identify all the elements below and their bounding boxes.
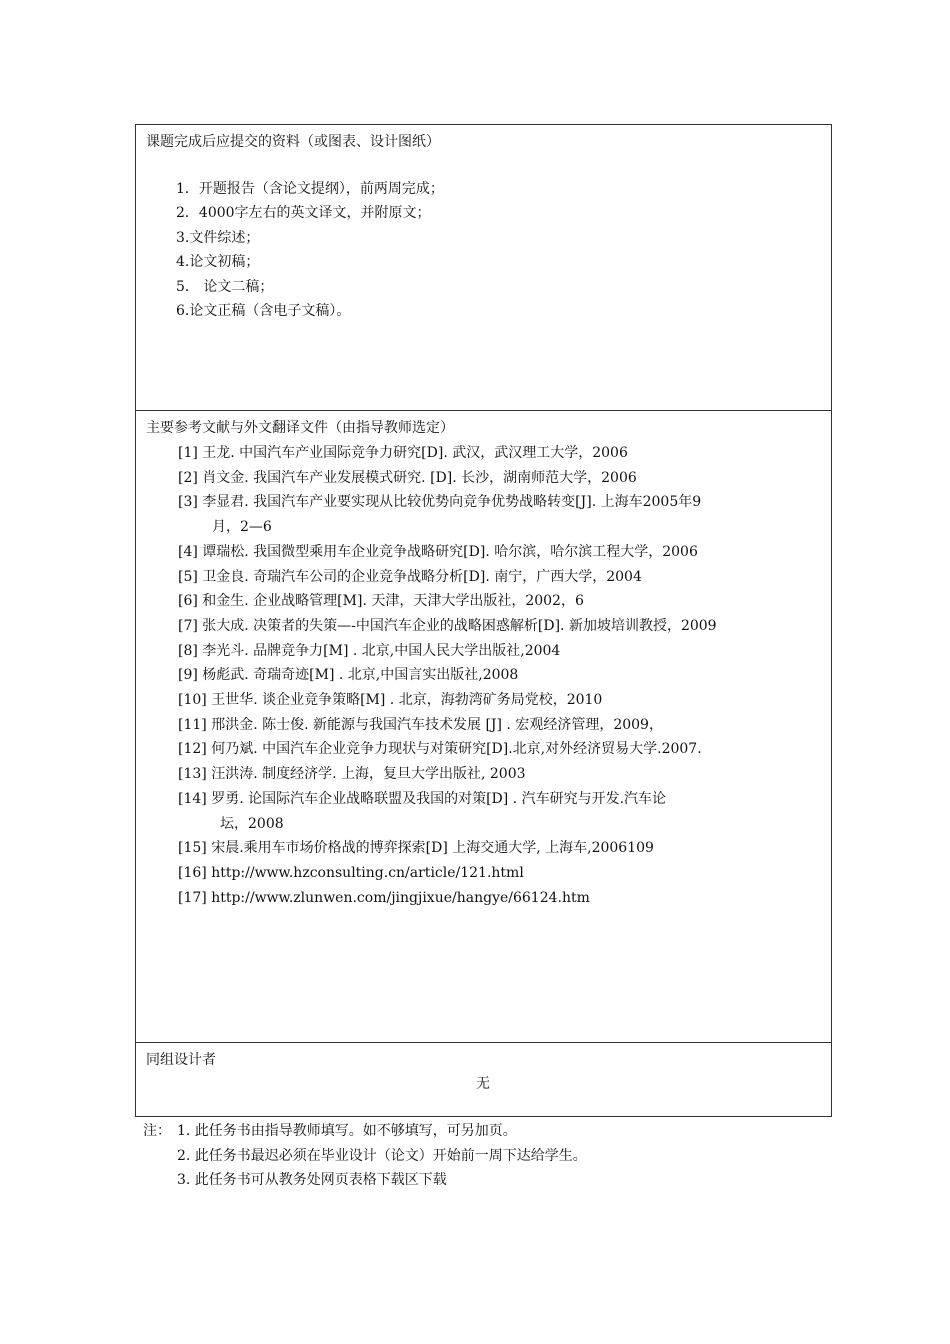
notes-list [143, 1119, 587, 1193]
group-designers-value: 无 [476, 1076, 490, 1092]
reference-item: [16] http://www.hzconsulting.cn/article/121.html [178, 864, 524, 881]
references-section [136, 411, 831, 1043]
reference-item: [15] 宋晨.乘用车市场价格战的博弈探索[D] 上海交通大学, 上海车,2006109 [178, 840, 654, 857]
deliverables-section [136, 125, 831, 411]
reference-item-continuation [178, 515, 717, 540]
deliverable-item: 5． 论文二稿； [176, 278, 274, 295]
note-text: 1. 此任务书由指导教师填写。如不够填写，可另加页。 [177, 1123, 517, 1139]
reference-item: [8] 李光斗. 品牌竞争力[M] . 北京,中国人民大学出版社,2004 [178, 642, 561, 659]
references-list [178, 441, 717, 910]
note-item [143, 1144, 587, 1169]
group-designers-section [136, 1043, 831, 1116]
reference-continuation-text: 月，2—6 [212, 519, 272, 536]
notes-prefix: 注： [143, 1123, 171, 1139]
deliverable-item: 2．4000字左右的英文译文，并附原文； [176, 205, 431, 222]
reference-item: [2] 肖文金. 我国汽车产业发展模式研究. [D]. 长沙，湖南师范大学，2006 [178, 469, 637, 486]
reference-item: [3] 李显君. 我国汽车产业要实现从比较优势向竞争优势战略转变[J]. 上海车2005年9 [178, 494, 702, 511]
deliverable-item: 3.文件综述； [176, 229, 260, 246]
reference-item: [4] 谭瑞松. 我国微型乘用车企业竞争战略研究[D]. 哈尔滨，哈尔滨工程大学，2006 [178, 543, 698, 560]
reference-continuation-text: 坛，2008 [220, 815, 284, 832]
reference-item-continuation [178, 812, 717, 837]
deliverable-item: 4.论文初稿； [176, 254, 260, 271]
reference-item: [14] 罗勇. 论国际汽车企业战略联盟及我国的对策[D] . 汽车研究与开发.汽车论 [178, 790, 667, 807]
note-item [143, 1119, 587, 1144]
references-title: 主要参考文献与外文翻译文件（由指导教师选定） [146, 420, 454, 436]
deliverables-title: 课题完成后应提交的资料（或图表、设计图纸） [146, 134, 440, 150]
reference-item: [11] 邢洪金. 陈士俊. 新能源与我国汽车技术发展 [J] . 宏观经济管理，2009， [178, 716, 663, 733]
note-text: 2. 此任务书最迟必须在毕业设计（论文）开始前一周下达给学生。 [177, 1147, 587, 1164]
assignment-form-table [135, 124, 832, 1117]
reference-item: [9] 杨彪武. 奇瑞奇迹[M] . 北京,中国言实出版社,2008 [178, 667, 519, 684]
reference-item: [10] 王世华. 谈企业竞争策略[M] . 北京，海勃湾矿务局党校，2010 [178, 692, 603, 709]
note-text: 3. 此任务书可从教务处网页表格下载区下载 [177, 1172, 447, 1188]
reference-item: [12] 何乃斌. 中国汽车企业竞争力现状与对策研究[D].北京,对外经济贸易大学.2007. [178, 741, 702, 758]
deliverable-item: 6.论文正稿（含电子文稿）。 [176, 302, 351, 319]
deliverables-list [176, 177, 444, 323]
reference-item: [17] http://www.zlunwen.com/jingjixue/hangye/66124.htm [178, 889, 590, 906]
reference-item: [13] 汪洪涛. 制度经济学. 上海，复旦大学出版社, 2003 [178, 766, 526, 783]
note-item [143, 1168, 587, 1193]
group-designers-title: 同组设计者 [146, 1052, 216, 1068]
reference-item: [6] 和金生. 企业战略管理[M]. 天津，天津大学出版社，2002，6 [178, 593, 584, 610]
reference-item: [7] 张大成. 决策者的失策—-中国汽车企业的战略困惑解析[D]. 新加坡培训教授，2009 [178, 617, 717, 634]
reference-item: [1] 王龙. 中国汽车产业国际竞争力研究[D]. 武汉，武汉理工大学，2006 [178, 445, 628, 461]
reference-item: [5] 卫金良. 奇瑞汽车公司的企业竞争战略分析[D]. 南宁，广西大学，2004 [178, 568, 642, 585]
deliverable-item: 1．开题报告（含论文提纲），前两周完成； [176, 181, 444, 197]
